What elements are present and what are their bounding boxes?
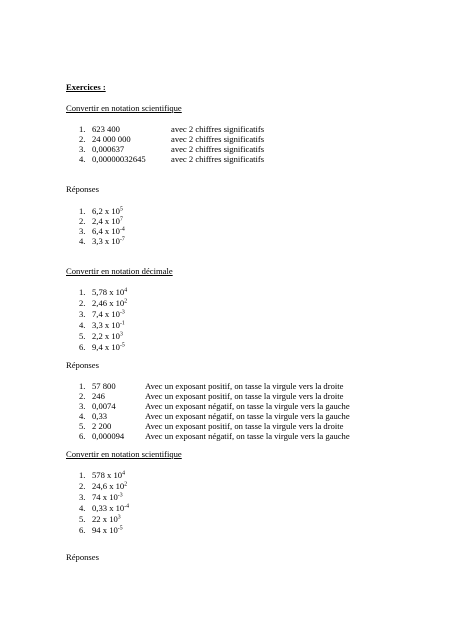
item-number: 4. [79, 236, 86, 246]
item-note: Avec un exposant positif, on tasse la virgule vers la droite [145, 391, 344, 401]
item-note: avec 2 chiffres significatifs [171, 144, 265, 154]
item-number: 2. [79, 481, 86, 491]
item-value [92, 342, 125, 352]
list-item [0, 381, 452, 391]
item-value [92, 514, 121, 524]
item-value: 2 200 [92, 421, 112, 431]
item-note: avec 2 chiffres significatifs [171, 124, 265, 134]
item-number: 1. [79, 124, 86, 134]
list-item [0, 470, 452, 480]
value-exponent: -4 [124, 503, 130, 510]
item-number: 3. [79, 309, 86, 319]
page-title: Exercices : [66, 82, 106, 92]
item-number: 6. [79, 431, 86, 441]
item-number: 4. [79, 503, 86, 513]
value-exponent: -7 [119, 236, 125, 243]
value-base: 22 x 10 [92, 514, 118, 524]
item-note: Avec un exposant positif, on tasse la virgule vers la droite [145, 381, 344, 391]
item-number: 5. [79, 421, 86, 431]
list-item [0, 309, 452, 319]
list-item [0, 431, 452, 441]
item-number: 5. [79, 331, 86, 341]
value-exponent: -5 [117, 525, 123, 532]
item-note: Avec un exposant négatif, on tasse la virgule vers la gauche [145, 431, 350, 441]
item-number: 1. [79, 206, 86, 216]
value-base: 0,33 x 10 [92, 503, 125, 513]
value-base: 2,4 x 10 [92, 216, 120, 226]
value-exponent: -5 [119, 342, 125, 349]
value-exponent: 7 [119, 216, 123, 223]
item-number: 3. [79, 401, 86, 411]
item-value [92, 320, 125, 330]
value-exponent: -4 [119, 226, 125, 233]
item-value: 0,33 [92, 411, 108, 421]
item-note: avec 2 chiffres significatifs [171, 154, 265, 164]
value-base: 2,46 x 10 [92, 298, 125, 308]
item-value: 24 000 000 [92, 134, 131, 144]
item-number: 2. [79, 391, 86, 401]
item-value [92, 226, 125, 236]
list-item [0, 154, 452, 164]
list-item [0, 481, 452, 491]
value-exponent: -3 [117, 492, 123, 499]
value-exponent: -1 [119, 320, 125, 327]
list-item [0, 492, 452, 502]
list-item [0, 514, 452, 524]
list-item [0, 206, 452, 216]
item-number: 6. [79, 342, 86, 352]
value-exponent: 3 [117, 514, 121, 521]
item-number: 3. [79, 492, 86, 502]
item-number: 6. [79, 525, 86, 535]
value-base: 94 x 10 [92, 525, 118, 535]
list-item [0, 401, 452, 411]
item-number: 4. [79, 320, 86, 330]
value-exponent: 2 [124, 481, 128, 488]
value-base: 5,78 x 10 [92, 287, 125, 297]
item-value [92, 287, 127, 297]
item-value [92, 492, 123, 502]
list-item [0, 320, 452, 330]
value-base: 3,3 x 10 [92, 236, 120, 246]
list-item [0, 124, 452, 134]
value-base: 3,3 x 10 [92, 320, 120, 330]
list-item [0, 503, 452, 513]
list-item [0, 287, 452, 297]
item-value: 623 400 [92, 124, 120, 134]
list-item [0, 298, 452, 308]
list-item [0, 226, 452, 236]
list-item [0, 216, 452, 226]
list-item [0, 411, 452, 421]
list-item [0, 144, 452, 154]
item-value [92, 525, 123, 535]
item-value [92, 236, 125, 246]
item-note: Avec un exposant négatif, on tasse la virgule vers la gauche [145, 411, 350, 421]
item-note: Avec un exposant positif, on tasse la virgule vers la droite [145, 421, 344, 431]
item-value [92, 216, 123, 226]
item-value: 0,0074 [92, 401, 116, 411]
item-number: 2. [79, 134, 86, 144]
item-value [92, 206, 123, 216]
list-item [0, 391, 452, 401]
item-note: avec 2 chiffres significatifs [171, 134, 265, 144]
item-number: 1. [79, 381, 86, 391]
value-base: 2,2 x 10 [92, 331, 120, 341]
item-value [92, 470, 125, 480]
value-base: 6,2 x 10 [92, 206, 120, 216]
item-number: 5. [79, 514, 86, 524]
list-item [0, 134, 452, 144]
value-exponent: 2 [124, 298, 128, 305]
value-exponent: 5 [119, 206, 123, 213]
section2-answers-label: Réponses [66, 360, 99, 370]
item-value: 0,000094 [92, 431, 125, 441]
section1-answers-label: Réponses [66, 184, 99, 194]
item-number: 3. [79, 144, 86, 154]
item-value [92, 481, 127, 491]
item-value: 246 [92, 391, 105, 401]
value-base: 7,4 x 10 [92, 309, 120, 319]
item-number: 4. [79, 154, 86, 164]
item-value [92, 331, 123, 341]
value-base: 6,4 x 10 [92, 226, 120, 236]
item-number: 4. [79, 411, 86, 421]
value-exponent: -3 [119, 309, 125, 316]
section3-answers-label: Réponses [66, 552, 99, 562]
section3-heading: Convertir en notation scientifique [66, 449, 182, 459]
value-exponent: 4 [122, 470, 125, 477]
list-item [0, 421, 452, 431]
item-value [92, 503, 129, 513]
item-value: 0,00000032645 [92, 154, 146, 164]
item-number: 3. [79, 226, 86, 236]
list-item [0, 331, 452, 341]
list-item [0, 525, 452, 535]
item-number: 1. [79, 287, 86, 297]
item-value [92, 309, 125, 319]
value-base: 578 x 10 [92, 470, 123, 480]
value-exponent: 4 [124, 287, 128, 294]
item-value [92, 298, 127, 308]
item-value: 0,000637 [92, 144, 125, 154]
value-exponent: 3 [119, 331, 123, 338]
section2-heading: Convertir en notation décimale [66, 266, 173, 276]
section1-heading: Convertir en notation scientifique [66, 103, 182, 113]
list-item [0, 342, 452, 352]
item-value: 57 800 [92, 381, 116, 391]
item-number: 1. [79, 470, 86, 480]
item-number: 2. [79, 216, 86, 226]
item-number: 2. [79, 298, 86, 308]
item-note: Avec un exposant négatif, on tasse la virgule vers la gauche [145, 401, 350, 411]
value-base: 9,4 x 10 [92, 342, 120, 352]
value-base: 24,6 x 10 [92, 481, 125, 491]
list-item [0, 236, 452, 246]
value-base: 74 x 10 [92, 492, 118, 502]
